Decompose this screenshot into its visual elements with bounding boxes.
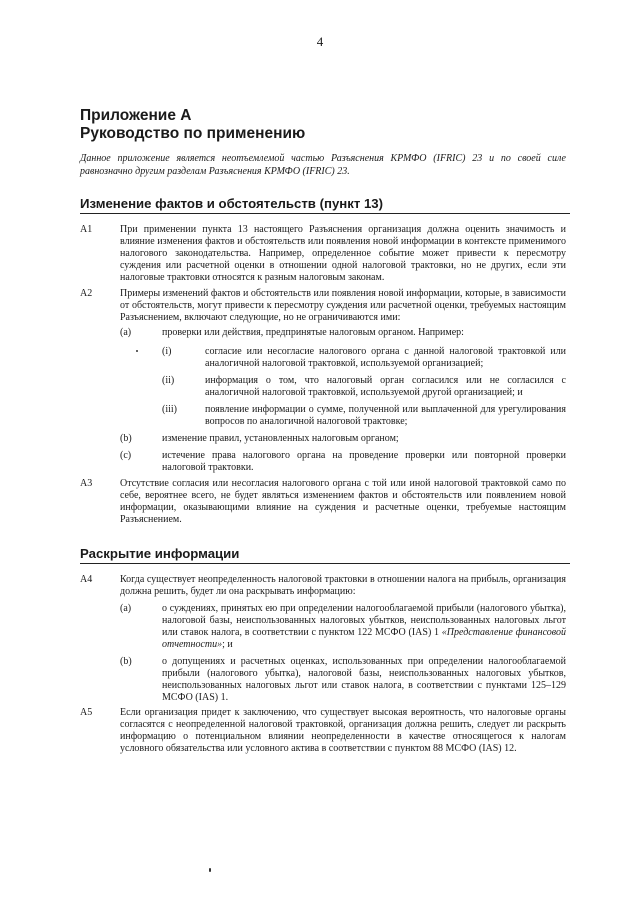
section-heading-changes: Изменение фактов и обстоятельств (пункт 13) xyxy=(80,196,570,214)
list-item-a4-a-tail: ; и xyxy=(222,639,233,650)
list-item-a4-a-text: о суждениях, принятых ею при определении налогооблагаемой прибыли (налогового убытка), налоговой базы, неиспользованных налоговых убытков, неиспользованных налоговых льгот или ставок налога, в соответствии с пунктом 122 МСФО (IAS) 1 xyxy=(162,603,566,638)
sublist-item-iii: появление информации о сумме, полученной или выплаченной для урегулирования вопросов по аналогичной налоговой трактовке; xyxy=(205,404,566,427)
intro-note: Данное приложение является неотъемлемой частью Разъяснения КРМФО (IFRIC) 23 и по своей силе равнозначно другим разделам Разъяснения КРМФО (IFRIC) 23. xyxy=(80,153,566,177)
list-item-a: проверки или действия, предпринятые налоговым органом. Например: xyxy=(162,327,464,338)
paragraph-label-a5: A5 xyxy=(80,707,93,718)
list-marker-a: (a) xyxy=(120,327,132,338)
paragraph-a3: Отсутствие согласия или несогласия налогового органа с той или иной налоговой трактовкой само по себе, вероятнее всего, не будет являться изменением фактов и обстоятельств или появлением новой информации, оказывающими влияние на суждения и расчетные оценки, требуемые настоящим Разъяснением. xyxy=(120,478,566,525)
scan-speck xyxy=(136,350,138,352)
list-marker-a4-b: (b) xyxy=(120,656,132,667)
paragraph-label-a2: A2 xyxy=(80,288,93,299)
sublist-item-i: согласие или несогласие налогового органа с данной налоговой трактовкой или аналогичной налоговой трактовкой, используемой организацией; xyxy=(205,346,566,369)
list-item-c: истечение права налогового органа на проведение проверки или повторной проверки налоговой трактовки. xyxy=(162,450,566,473)
sublist-marker-i: (i) xyxy=(162,346,172,357)
appendix-subtitle: Руководство по применению xyxy=(80,125,306,142)
paragraph-a1: При применении пункта 13 настоящего Разъяснения организация должна оценить значимость и влияние изменения фактов и обстоятельств или появления новой информации в контексте применимого налогового законодательства. Например, определенное событие может привести к пересмотру суждения или расчетной оценки в отношении одной налоговой трактовки, но не других, если эти налоговые трактовки относятся к разным налоговым законам. xyxy=(120,224,566,283)
scan-speck xyxy=(209,868,211,872)
list-item-a4-b: о допущениях и расчетных оценках, использованных при определении налогооблагаемой прибыли (налогового убытка), налоговой базы, неиспользованных налоговых убытков, неиспользованных налоговых льгот или ставок налога, в соответствии с пунктами 125–129 МСФО (IAS) 1. xyxy=(162,656,566,703)
appendix-header xyxy=(80,107,305,143)
section-heading-disclosure: Раскрытие информации xyxy=(80,546,570,564)
list-item-b: изменение правил, установленных налоговым органом; xyxy=(162,433,399,444)
sublist-item-ii: информация о том, что налоговый орган согласился или не согласился с аналогичной налоговой трактовкой, используемой другой организацией; и xyxy=(205,375,566,398)
paragraph-label-a4: A4 xyxy=(80,574,93,585)
paragraph-label-a1: A1 xyxy=(80,224,93,235)
standard-title-italic: «Представление финансовой отчетности» xyxy=(162,627,566,650)
page-number: 4 xyxy=(316,34,324,49)
list-marker-c: (c) xyxy=(120,450,132,461)
list-marker-b: (b) xyxy=(120,433,132,444)
paragraph-label-a3: A3 xyxy=(80,478,93,489)
paragraph-a5: Если организация придет к заключению, что существует высокая вероятность, что налоговые органы согласятся с неопределенной налоговой трактовкой, организация должна решить, следует ли раскрыть информацию о потенциальном влиянии неопределенности в качестве относящегося к налогам условного обязательства или условного актива в соответствии с пунктом 88 МСФО (IAS) 12. xyxy=(120,707,566,754)
sublist-marker-iii: (iii) xyxy=(162,404,177,415)
paragraph-a2: Примеры изменений фактов и обстоятельств или появления новой информации, которые, в зависимости от обстоятельств, могут привести к пересмотру суждения или расчетной оценки, требуемых настоящим Разъяснением, включают следующие, но не ограничиваются ими: xyxy=(120,288,566,323)
list-item-a4-a xyxy=(162,603,566,651)
paragraph-a4: Когда существует неопределенность налоговой трактовки в отношении налога на прибыль, организация должна решить, будет ли она раскрывать информацию: xyxy=(120,574,566,597)
appendix-title: Приложение А xyxy=(80,107,192,124)
list-marker-a4-a: (a) xyxy=(120,603,132,614)
sublist-marker-ii: (ii) xyxy=(162,375,175,386)
